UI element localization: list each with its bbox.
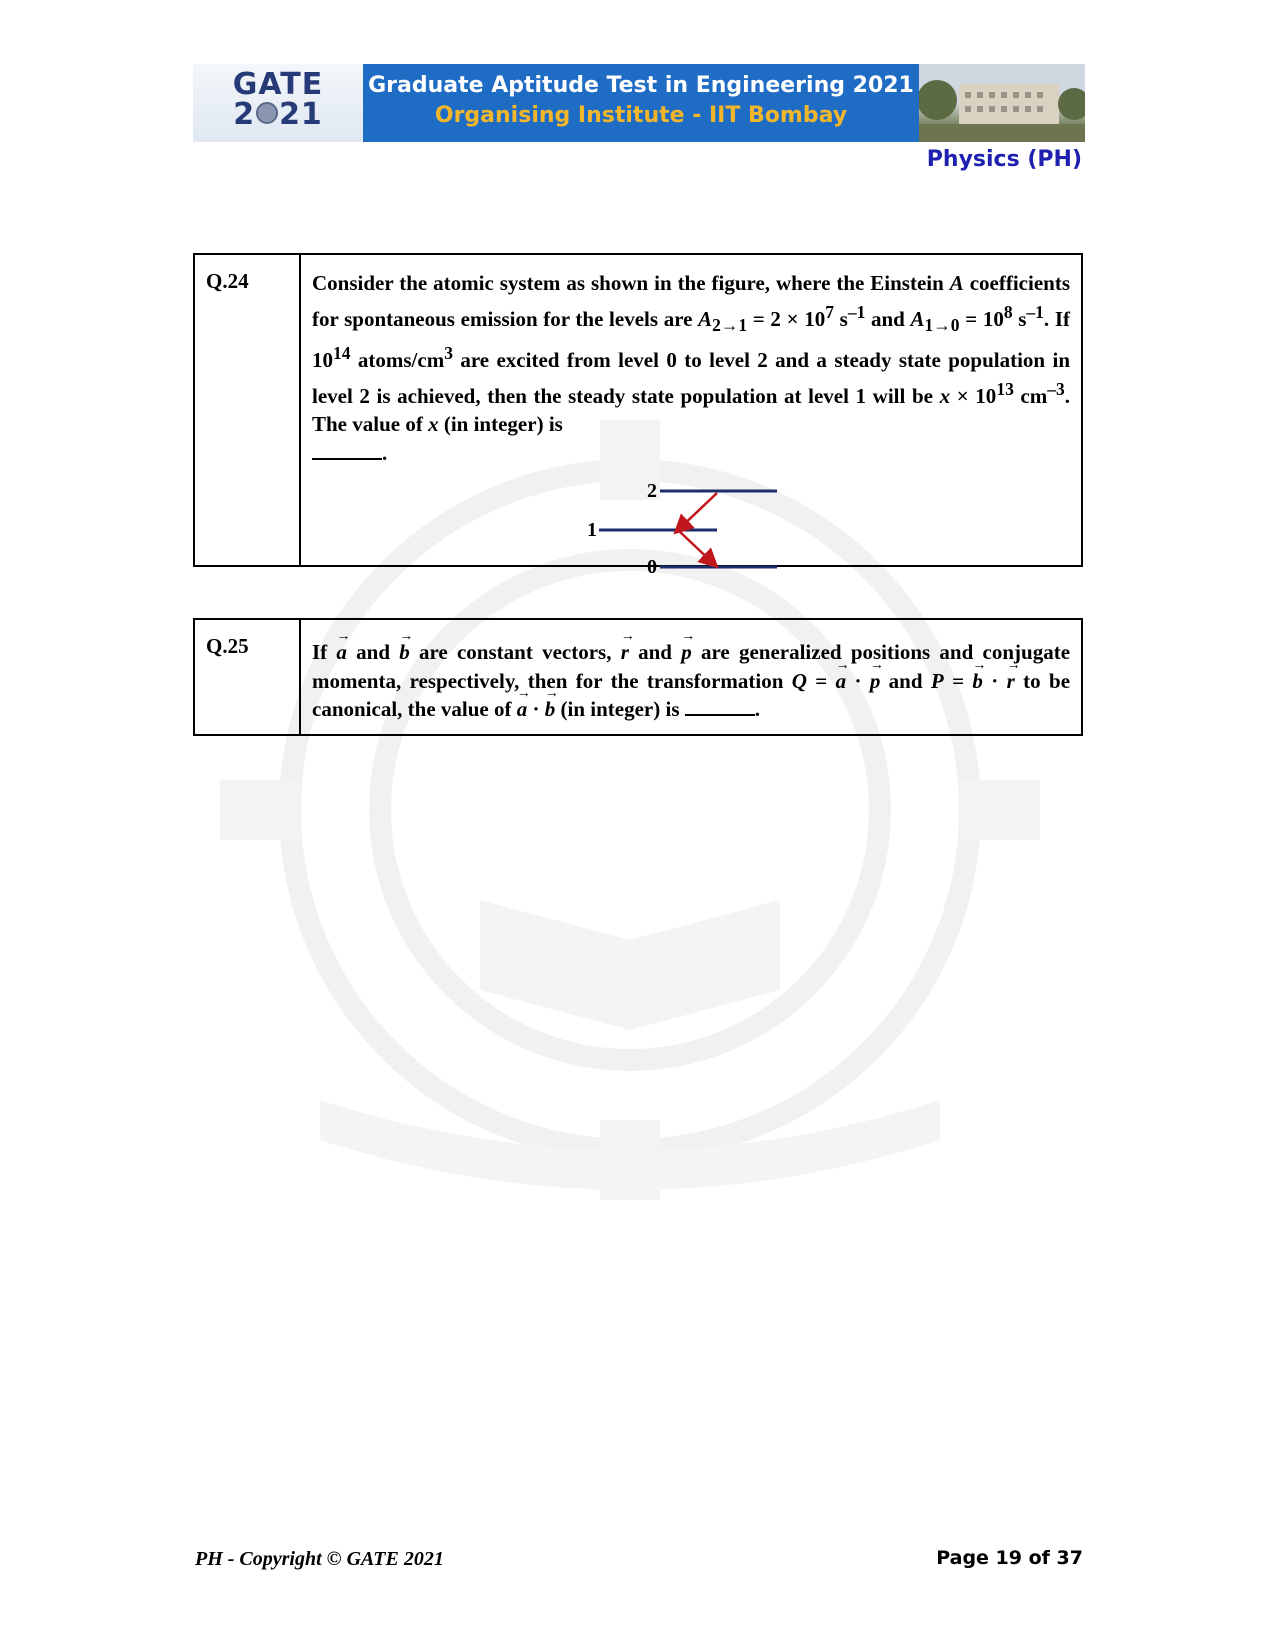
campus-photo: [919, 64, 1085, 142]
footer-page-number: Page 19 of 37: [936, 1547, 1083, 1569]
vector-r: → r: [1007, 667, 1015, 696]
text-segment: =: [806, 668, 836, 693]
superscript: –1: [847, 301, 866, 322]
banner-title: Graduate Aptitude Test in Engineering 2021: [368, 73, 914, 98]
text-segment: and: [346, 640, 400, 664]
subscript: 1→0: [924, 314, 960, 335]
text-segment: .: [754, 697, 760, 721]
text-segment: are constant vectors,: [409, 640, 621, 664]
footer-copyright: PH - Copyright © GATE 2021: [195, 1548, 444, 1570]
vector-p: → p: [681, 638, 692, 667]
dot-operator: ·: [846, 668, 870, 693]
logo-year-b: 21: [279, 97, 323, 132]
text-segment: Consider the atomic system as shown in the figure, where the Einstein: [312, 271, 950, 295]
superscript: 8: [1003, 301, 1013, 322]
symbol-A: A: [949, 271, 964, 295]
text-segment: are excited from level 0 to level 2 and a steady state population in level 2 is achieved, then the steady state population at level 1 will be: [312, 348, 1071, 408]
text-segment: .: [382, 440, 388, 465]
energy-level-diagram: [577, 477, 877, 587]
answer-blank: [312, 440, 382, 460]
text-segment: s: [833, 306, 848, 331]
question-number: Q.24: [195, 255, 301, 565]
vector-a: → a: [336, 638, 347, 667]
question-box-24: [193, 253, 1083, 579]
transition-arrow-2-to-1: [677, 493, 717, 531]
superscript: –1: [1026, 301, 1044, 322]
text-segment: . The value of: [312, 383, 1070, 437]
level-label-2: 2: [647, 480, 657, 503]
symbol-x: x: [939, 383, 951, 408]
level-label-1: 1: [587, 519, 597, 542]
text-segment: (in integer) is: [438, 412, 563, 437]
vector-b: → b: [972, 667, 983, 696]
logo-year-a: 2: [233, 97, 256, 132]
vector-a: → a: [836, 667, 847, 696]
text-segment: × 10: [950, 383, 997, 408]
text-segment: and: [628, 640, 682, 664]
superscript: 7: [825, 301, 834, 322]
question-text: [301, 620, 1081, 734]
text-segment: . If 10: [312, 306, 1070, 373]
text-segment: If: [312, 640, 337, 664]
text-segment: =: [943, 668, 973, 693]
logo-text-gate: GATE: [232, 67, 324, 102]
seal-icon: [256, 102, 278, 124]
vector-p: → p: [870, 667, 881, 696]
vector-a: → a: [517, 695, 528, 724]
header-banner: [193, 64, 1085, 142]
text-segment: and: [865, 306, 911, 331]
level-label-0: 0: [647, 556, 657, 579]
superscript: 14: [333, 343, 351, 364]
text-segment: atoms/cm: [350, 348, 445, 373]
text-segment: to be canonical, the value of: [312, 668, 1071, 721]
text-segment: cm: [1013, 383, 1048, 408]
text-segment: (in integer) is: [555, 697, 685, 721]
vector-b: → b: [545, 695, 556, 724]
text-segment: s: [1012, 306, 1027, 331]
subscript: 2→1: [712, 314, 748, 335]
superscript: 13: [996, 378, 1014, 399]
symbol-x: x: [428, 412, 439, 437]
symbol-P: P: [930, 668, 944, 693]
text-segment: = 10: [959, 306, 1004, 331]
text-segment: coefficients for spontaneous emission for the levels are: [312, 271, 1070, 331]
superscript: 3: [444, 343, 453, 364]
logo-text-year: [193, 97, 363, 132]
gate-logo: [193, 64, 363, 142]
vector-b: → b: [399, 638, 410, 667]
question-text: [301, 255, 1081, 579]
symbol-Q: Q: [791, 668, 807, 693]
question-number: Q.25: [195, 620, 301, 734]
transition-arrow-1-to-0: [679, 531, 715, 565]
symbol-A10: A: [910, 306, 925, 331]
banner-subtitle: Organising Institute - IIT Bombay: [434, 103, 848, 128]
text-segment: are generalized positions and conjugate momenta, respectively, then for the transformation: [312, 640, 1071, 693]
question-box-25: [193, 618, 1083, 736]
vector-r: → r: [621, 638, 629, 667]
subject-label: Physics (PH): [926, 147, 1082, 172]
symbol-A21: A: [698, 306, 713, 331]
banner-title-box: [363, 64, 919, 142]
text-segment: = 2 × 10: [747, 306, 826, 331]
answer-blank: [685, 696, 755, 716]
text-segment: and: [880, 668, 931, 693]
dot-operator: ·: [982, 668, 1007, 693]
dot-operator: ·: [527, 697, 545, 721]
superscript: –3: [1047, 378, 1065, 399]
